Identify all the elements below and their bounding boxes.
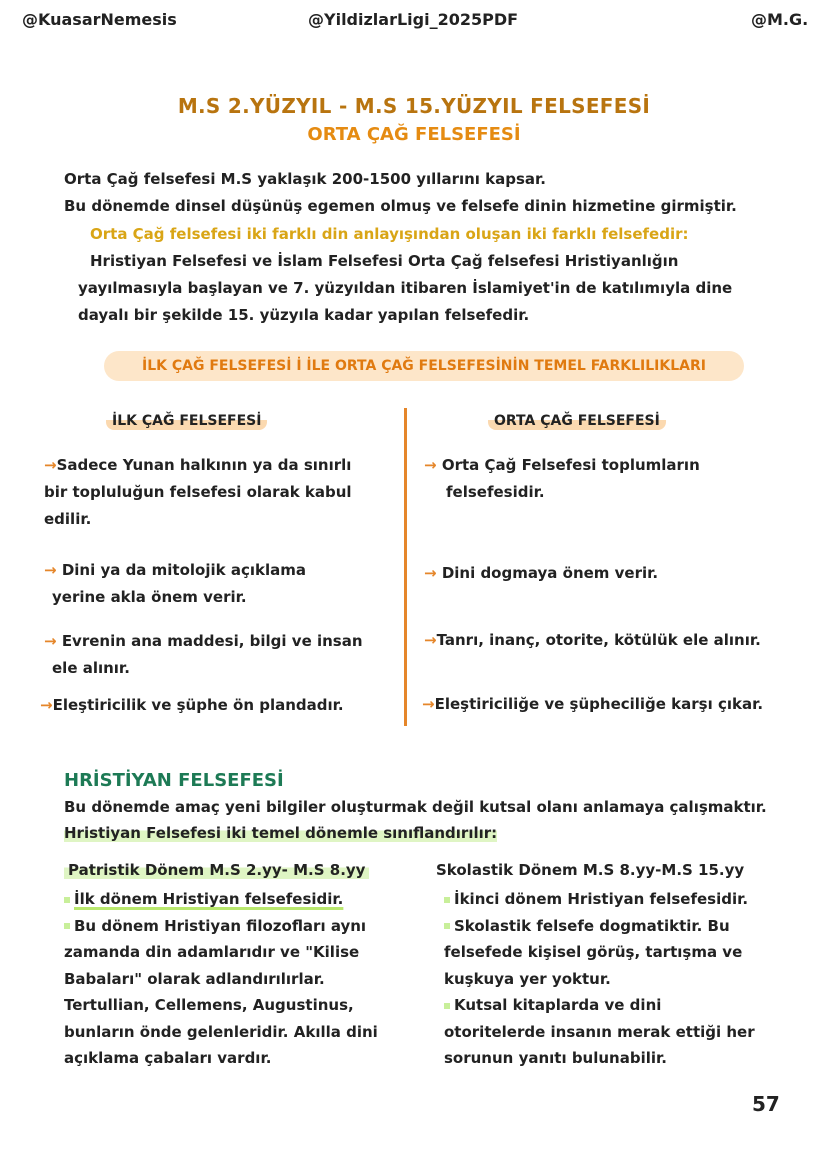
- bullet-icon: [444, 897, 450, 903]
- scholastic-line-3: felsefede kişisel görüş, tartışma ve: [444, 943, 743, 961]
- arrow-icon: →: [422, 695, 435, 713]
- patristic-line-3: zamanda din adamlarıdır ve "Kilise: [64, 943, 360, 961]
- header-right-handle: @M.G.: [751, 10, 809, 29]
- bullet-icon: [444, 1003, 450, 1009]
- intro-line-5: yayılmasıyla başlayan ve 7. yüzyıldan itibaren İslamiyet'in de katılımıyla dine: [78, 279, 733, 297]
- scholastic-title: Skolastik Dönem M.S 8.yy-M.S 15.yy: [436, 861, 745, 879]
- scholastic-line-1: [444, 886, 755, 913]
- left-item-3-line-2: ele alınır.: [52, 659, 130, 677]
- right-item-4: [422, 691, 763, 718]
- patristic-list: [64, 886, 378, 1072]
- page-title: M.S 2.YÜZYIL - M.S 15.YÜZYIL FELSEFESİ: [177, 94, 651, 118]
- scholastic-line-7: sorunun yanıtı bulunabilir.: [444, 1049, 667, 1067]
- patristic-line-4: Babaları" olarak adlandırılırlar.: [64, 969, 325, 988]
- left-item-1: [44, 452, 352, 533]
- intro-line-6: dayalı bir şekilde 15. yüzyıla kadar yapılan felsefedir.: [78, 306, 530, 324]
- left-item-4-line-1: Eleştiricilik ve şüphe ön plandadır.: [52, 696, 344, 714]
- header-left-handle: @KuasarNemesis: [22, 10, 177, 29]
- scholastic-list: [444, 886, 755, 1072]
- bullet-icon: [64, 897, 70, 903]
- patristic-line-7: açıklama çabaları vardır.: [64, 1049, 272, 1067]
- scholastic-line-1-text: İkinci dönem Hristiyan felsefesidir.: [454, 890, 749, 908]
- scholastic-line-4: kuşkuya yer yoktur.: [444, 969, 611, 988]
- patristic-line-6: bunların önde gelenleridir. Akılla dini: [64, 1022, 378, 1041]
- right-item-3: [424, 627, 761, 654]
- scholastic-line-2: [444, 913, 755, 940]
- christian-line-2: [64, 824, 497, 842]
- scholastic-line-5: [444, 992, 755, 1019]
- right-item-3-line-1: Tanrı, inanç, otorite, kötülük ele alınır.: [436, 631, 761, 649]
- scholastic-line-2-text: Skolastik felsefe dogmatiktir. Bu: [454, 916, 730, 935]
- left-item-1-line-1: Sadece Yunan halkının ya da sınırlı: [56, 456, 352, 474]
- scholastic-line-6: otoritelerde insanın merak ettiği her: [444, 1022, 755, 1041]
- right-item-4-line-1: Eleştiriciliğe ve şüpheciliğe karşı çıkar.: [434, 695, 764, 713]
- arrow-icon: →: [424, 564, 437, 582]
- arrow-icon: →: [44, 632, 57, 650]
- christian-line-1: Bu dönemde amaç yeni bilgiler oluşturmak değil kutsal olanı anlamaya çalışmaktır.: [64, 798, 767, 816]
- page-subtitle: ORTA ÇAĞ FELSEFESİ: [307, 124, 521, 145]
- arrow-icon: →: [44, 561, 57, 579]
- right-item-2-line-1: Dini dogmaya önem verir.: [441, 564, 659, 582]
- intro-line-3: Orta Çağ felsefesi iki farklı din anlayışından oluşan iki farklı felsefedir:: [90, 225, 689, 243]
- left-item-1-line-3: edilir.: [44, 510, 92, 528]
- bullet-icon: [64, 923, 70, 929]
- patristic-line-1-text: İlk dönem Hristiyan felsefesidir.: [74, 890, 344, 908]
- section-heading-christian: HRİSTİYAN FELSEFESİ: [64, 770, 284, 791]
- left-item-3-line-1: Evrenin ana maddesi, bilgi ve insan: [61, 632, 363, 650]
- left-item-3: [44, 628, 363, 682]
- left-item-2: [44, 557, 306, 611]
- arrow-icon: →: [424, 456, 437, 474]
- patristic-line-2-text: Bu dönem Hristiyan filozofları aynı: [74, 916, 367, 935]
- comparison-heading: [104, 351, 744, 381]
- right-item-1-line-2: felsefesidir.: [446, 483, 545, 501]
- left-item-2-line-1: Dini ya da mitolojik açıklama: [61, 561, 306, 579]
- intro-line-4: Hristiyan Felsefesi ve İslam Felsefesi Orta Çağ felsefesi Hristiyanlığın: [90, 252, 679, 270]
- header-center-handle: @YildizlarLigi_2025PDF: [308, 10, 519, 29]
- right-item-1-line-1: Orta Çağ Felsefesi toplumların: [441, 456, 700, 474]
- arrow-icon: →: [44, 456, 57, 474]
- left-item-4: [40, 692, 344, 719]
- column-divider: [404, 408, 407, 726]
- patristic-line-2: [64, 913, 378, 940]
- comparison-heading-text: İLK ÇAĞ FELSEFESİ İ İLE ORTA ÇAĞ FELSEFESİNİN TEMEL FARKLILIKLARI: [142, 358, 706, 374]
- right-item-1: [424, 452, 700, 506]
- left-item-1-line-2: bir topluluğun felsefesi olarak kabul: [44, 483, 352, 501]
- christian-line-2-text: Hristiyan Felsefesi iki temel dönemle sınıflandırılır:: [64, 824, 498, 842]
- patristic-line-1: [64, 886, 378, 913]
- patristic-line-5: Tertullian, Cellemens, Augustinus,: [64, 996, 354, 1014]
- right-item-2: [424, 560, 658, 587]
- right-column-title: ORTA ÇAĞ FELSEFESİ: [488, 412, 666, 430]
- arrow-icon: →: [40, 696, 53, 714]
- page-number: 57: [752, 1092, 780, 1116]
- intro-line-1: Orta Çağ felsefesi M.S yaklaşık 200-1500 yıllarını kapsar.: [64, 170, 546, 188]
- bullet-icon: [444, 923, 450, 929]
- left-column-title: İLK ÇAĞ FELSEFESİ: [106, 412, 267, 430]
- intro-line-2: Bu dönemde dinsel düşünüş egemen olmuş ve felsefe dinin hizmetine girmiştir.: [64, 197, 737, 215]
- patristic-title: Patristik Dönem M.S 2.yy- M.S 8.yy: [64, 861, 369, 879]
- arrow-icon: →: [424, 631, 437, 649]
- scholastic-line-5-text: Kutsal kitaplarda ve dini: [454, 996, 662, 1014]
- left-item-2-line-2: yerine akla önem verir.: [52, 588, 247, 606]
